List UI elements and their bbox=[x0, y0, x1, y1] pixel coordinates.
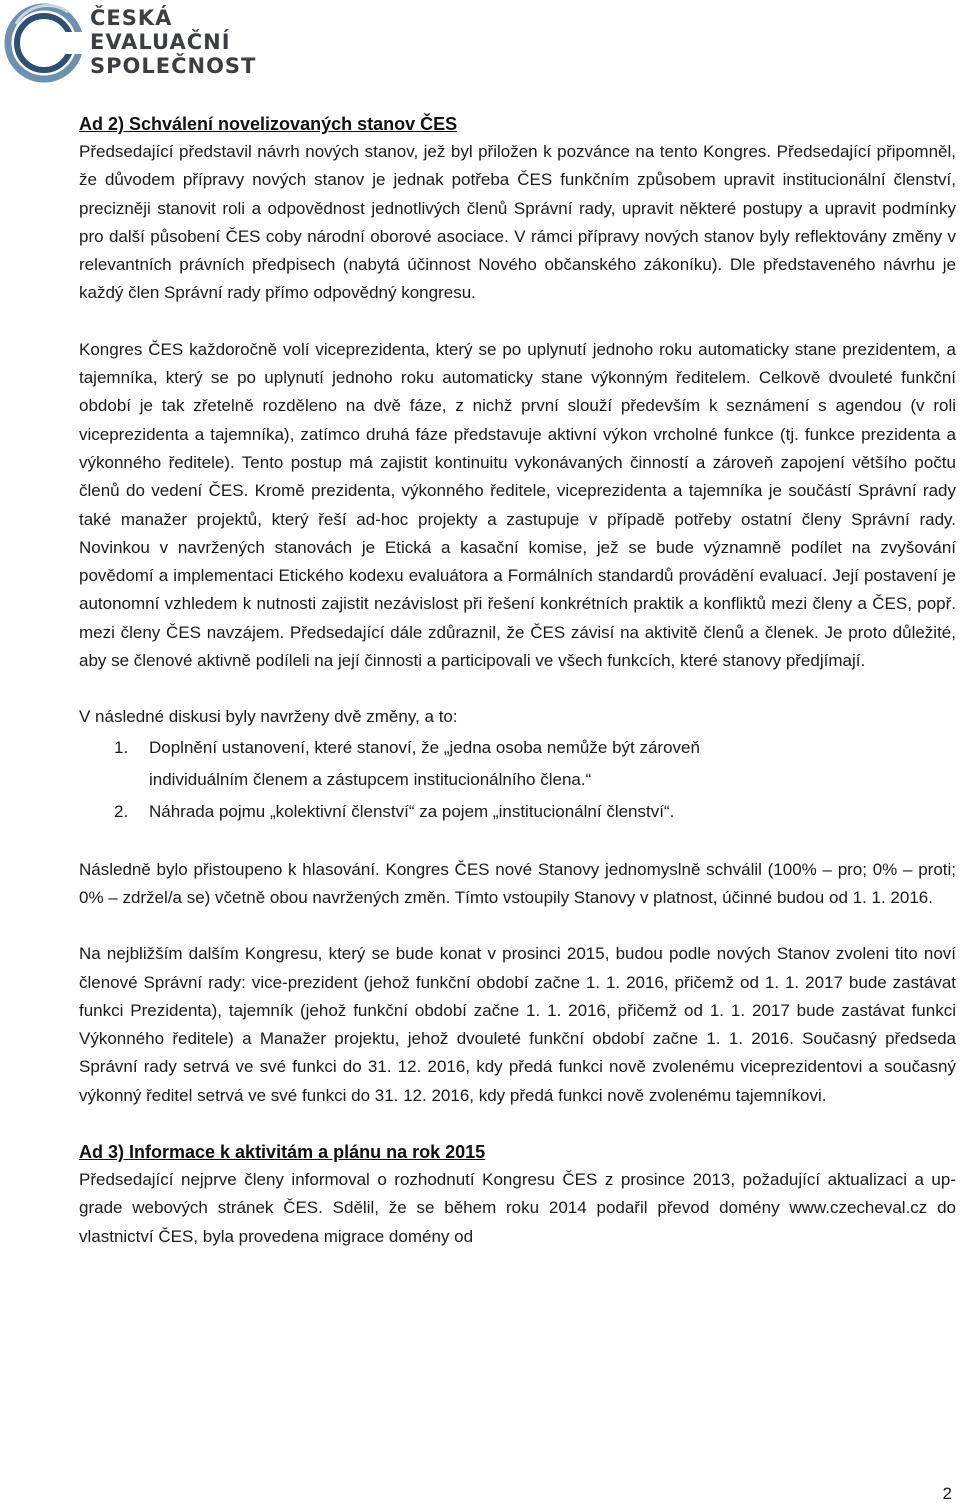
list-item-number: 1. bbox=[114, 737, 129, 757]
proposed-changes-list bbox=[79, 732, 956, 828]
section-2-paragraph-4: Následně bylo přistoupeno k hlasování. Kongres ČES nové Stanovy jednomyslně schválil (100% – pro; 0% – proti; 0% – zdržel/a se) včetně obou navržených změn. Tímto vstoupily Stanovy v platnost, účinné budou od 1. 1. 2016. bbox=[79, 859, 956, 907]
logo-text-line1: ČESKÁ bbox=[90, 6, 173, 30]
list-item-number: 2. bbox=[114, 801, 129, 821]
list-item-text-line1: Doplnění ustanovení, které stanoví, že „jedna osoba nemůže být zároveň bbox=[149, 737, 700, 757]
document-body bbox=[79, 110, 956, 1251]
page-number: 2 bbox=[942, 1484, 952, 1503]
section-2-paragraph-1: Předsedající představil návrh nových stanov, jež byl přiložen k pozvánce na tento Kongres. Předsedající připomněl, že důvodem přípravy nových stanov je jednak potřeba ČES funkčním způsobem upravit institucionální členství, precizněji stanovit roli a odpovědnost jednotlivých členů Správní rady, upravit některé postupy a upravit podmínky pro další působení ČES coby národní oborové asociace. V rámci přípravy nových stanov byly reflektovány změny v relevantních právních předpisech (nabytá účinnost Nového občanského zákoníku). Dle představeného návrhu je každý člen Správní rady přímo odpovědný kongresu. bbox=[79, 142, 956, 303]
list-item-text-line1: Náhrada pojmu „kolektivní členství“ za pojem „institucionální členství“. bbox=[149, 801, 675, 821]
logo-text-line2: EVALUAČNÍ bbox=[90, 30, 231, 54]
section-2-paragraph-5: Na nejbližším dalším Kongresu, který se bude konat v prosinci 2015, budou podle nových Stanov zvoleni tito noví členové Správní rady: vice-prezident (jehož funkční období začne 1. 1. 2016, přičemž od 1. 1. 2017 bude zastávat funkci Prezidenta), tajemník (jehož funkční období začne 1. 1. 2016, přičemž od 1. 1. 2017 bude zastávat funkci Výkonného ředitele) a Manažer projektu, jehož dvouleté funkční období začne 1. 1. 2016. Současný předseda Správní rady setrvá ve své funkci do 31. 12. 2016, kdy předá funkci nově zvolenému viceprezidentovi a současný výkonný ředitel setrvá ve své funkci do 31. 12. 2016, kdy předá funkci nově zvolenému tajemníkovi. bbox=[79, 944, 956, 1105]
section-2-heading: Ad 2) Schválení novelizovaných stanov ČES bbox=[79, 114, 458, 134]
section-3-heading: Ad 3) Informace k aktivitám a plánu na rok 2015 bbox=[79, 1142, 486, 1163]
list-item-text-line2: individuálním členem a zástupcem institucionálního člena.“ bbox=[149, 769, 592, 789]
logo-ring-icon bbox=[4, 2, 88, 86]
section-3-paragraph-1: Předsedající nejprve členy informoval o rozhodnutí Kongresu ČES z prosince 2013, požadující aktualizaci a up-grade webových stránek ČES. Sdělil, že se během roku 2014 podařil převod domény www.czecheval.cz do vlastnictví ČES, byla provedena migrace domény od bbox=[79, 1170, 956, 1246]
list-item bbox=[79, 732, 956, 796]
logo bbox=[4, 2, 294, 84]
section-2-paragraph-2: Kongres ČES každoročně volí viceprezidenta, který se po uplynutí jednoho roku automaticky stane prezidentem, a tajemníka, který se po uplynutí jednoho roku automaticky stane výkonným ředitelem. Celkově dvouleté funkční období je tak zřetelně rozděleno na dvě fáze, z nichž první slouží především k seznámení s agendou (v roli viceprezidenta a tajemníka), zatímco druhá fáze představuje aktivní výkon vrcholné funkce (tj. funkce prezidenta a výkonného ředitele). Tento postup má zajistit kontinuitu vykonávaných činností a zároveň zapojení většího počtu členů do vedení ČES. Kromě prezidenta, výkonného ředitele, viceprezidenta a tajemníka je součástí Správní rady také manažer projektů, který řeší ad-hoc projekty a zastupuje v případě potřeby ostatní členy Správní rady. Novinkou v navržených stanovách je Etická a kasační komise, jež se bude významně podílet na zvyšování povědomí a implementaci Etického kodexu evaluátora a Formálních standardů provádění evaluací. Její postavení je autonomní vzhledem k nutnosti zajistit nezávislost při řešení konkrétních praktik a konfliktů mezi členy a ČES, popř. mezi členy ČES navzájem. Předsedající dále zdůraznil, že ČES závisí na aktivitě členů a členek. Je proto důležité, aby se členové aktivně podíleli na její činnosti a participovali ve všech funkcích, které stanovy předjímají. bbox=[79, 339, 956, 671]
list-item bbox=[79, 796, 956, 828]
logo-text-line3: SPOLEČNOST bbox=[90, 54, 257, 78]
section-2-paragraph-3: V následné diskusi byly navrženy dvě změny, a to: bbox=[79, 707, 458, 727]
